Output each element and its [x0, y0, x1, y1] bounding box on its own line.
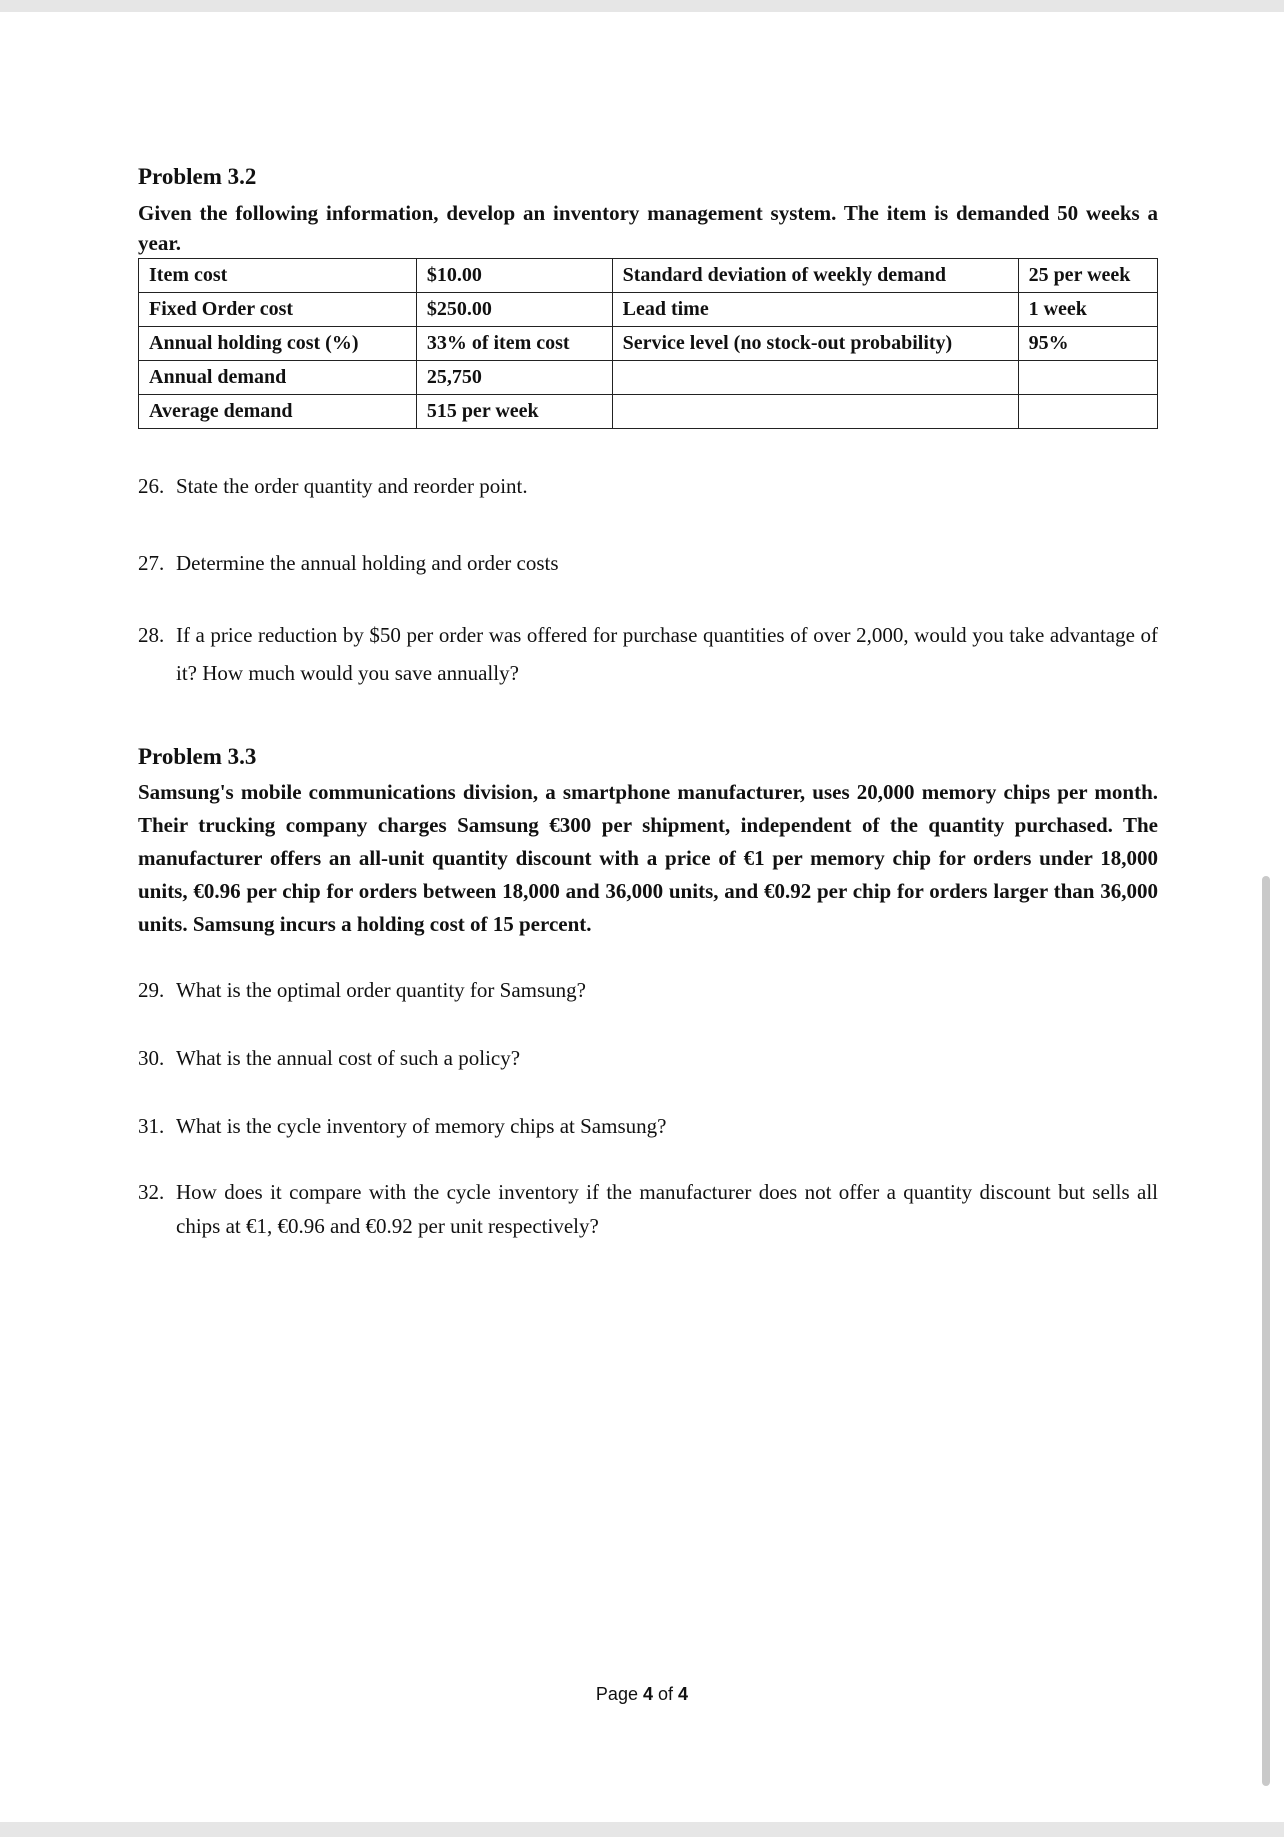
page-total: 4	[678, 1684, 689, 1704]
table-cell: 25 per week	[1018, 259, 1157, 293]
table-cell: Annual holding cost (%)	[139, 327, 417, 361]
question-number: 31.	[138, 1114, 165, 1138]
page-content	[138, 162, 1158, 1243]
table-cell: 1 week	[1018, 293, 1157, 327]
of-label: of	[658, 1684, 674, 1704]
table-cell: Service level (no stock-out probability)	[612, 327, 1018, 361]
table-cell: Annual demand	[139, 361, 417, 395]
table-cell: Item cost	[139, 259, 417, 293]
question-26	[138, 467, 1158, 505]
table-cell: $250.00	[416, 293, 612, 327]
question-number: 28.	[138, 623, 165, 647]
problem-3-3-title: Problem 3.3	[138, 744, 257, 769]
problem-3-2-description: Given the following information, develop an inventory management system. The item is demanded 50 weeks a year.	[138, 201, 1158, 255]
table-row	[139, 395, 1158, 429]
table-cell: 33% of item cost	[416, 327, 612, 361]
table-cell: 515 per week	[416, 395, 612, 429]
table-cell	[612, 361, 1018, 395]
document-page	[0, 12, 1284, 1822]
page-current: 4	[642, 1684, 653, 1704]
table-cell: Average demand	[139, 395, 417, 429]
inventory-info-table	[138, 258, 1158, 429]
question-text: If a price reduction by $50 per order was offered for purchase quantities of over 2,000, would you take advantage of it? How much would you save annually?	[176, 623, 1158, 685]
table-cell: 25,750	[416, 361, 612, 395]
problem-3-3-description: Samsung's mobile communications division, a smartphone manufacturer, uses 20,000 memory chips per month. Their trucking company charges Samsung €300 per shipment, independent of the quantity purchased. The manufacturer offers an all-unit quantity discount with a price of €1 per memory chip for orders under 18,000 units, €0.96 per chip for orders between 18,000 and 36,000 units, and €0.92 per chip for orders larger than 36,000 units. Samsung incurs a holding cost of 15 percent.	[138, 780, 1158, 936]
table-cell	[1018, 361, 1157, 395]
question-27	[138, 544, 1158, 582]
table-cell: Lead time	[612, 293, 1018, 327]
question-text: How does it compare with the cycle inventory if the manufacturer does not offer a quantity discount but sells all chips at €1, €0.96 and €0.92 per unit respectively?	[176, 1180, 1158, 1238]
question-32	[138, 1175, 1158, 1243]
table-row	[139, 361, 1158, 395]
problem-3-2-title: Problem 3.2	[138, 164, 257, 189]
table-row	[139, 259, 1158, 293]
table-row	[139, 293, 1158, 327]
table-cell: Standard deviation of weekly demand	[612, 259, 1018, 293]
question-30	[138, 1039, 1158, 1077]
problem-3-2-questions	[138, 467, 1158, 692]
question-text: What is the annual cost of such a policy?	[176, 1046, 521, 1070]
question-text: What is the cycle inventory of memory chips at Samsung?	[176, 1114, 667, 1138]
question-text: What is the optimal order quantity for Samsung?	[176, 978, 586, 1002]
table-row	[139, 327, 1158, 361]
problem-3-3-questions	[138, 971, 1158, 1243]
question-text: Determine the annual holding and order costs	[176, 551, 559, 575]
question-28	[138, 616, 1158, 692]
table-cell	[1018, 395, 1157, 429]
table-cell: $10.00	[416, 259, 612, 293]
question-number: 29.	[138, 978, 165, 1002]
question-29	[138, 971, 1158, 1009]
question-text: State the order quantity and reorder point.	[176, 474, 528, 498]
question-number: 32.	[138, 1180, 165, 1204]
question-number: 26.	[138, 474, 165, 498]
page-label: Page	[595, 1684, 638, 1704]
table-cell: 95%	[1018, 327, 1157, 361]
question-31	[138, 1107, 1158, 1145]
page-footer	[0, 1684, 1284, 1705]
question-number: 27.	[138, 551, 165, 575]
table-cell	[612, 395, 1018, 429]
question-number: 30.	[138, 1046, 165, 1070]
vertical-scrollbar[interactable]	[1262, 876, 1270, 1786]
table-cell: Fixed Order cost	[139, 293, 417, 327]
